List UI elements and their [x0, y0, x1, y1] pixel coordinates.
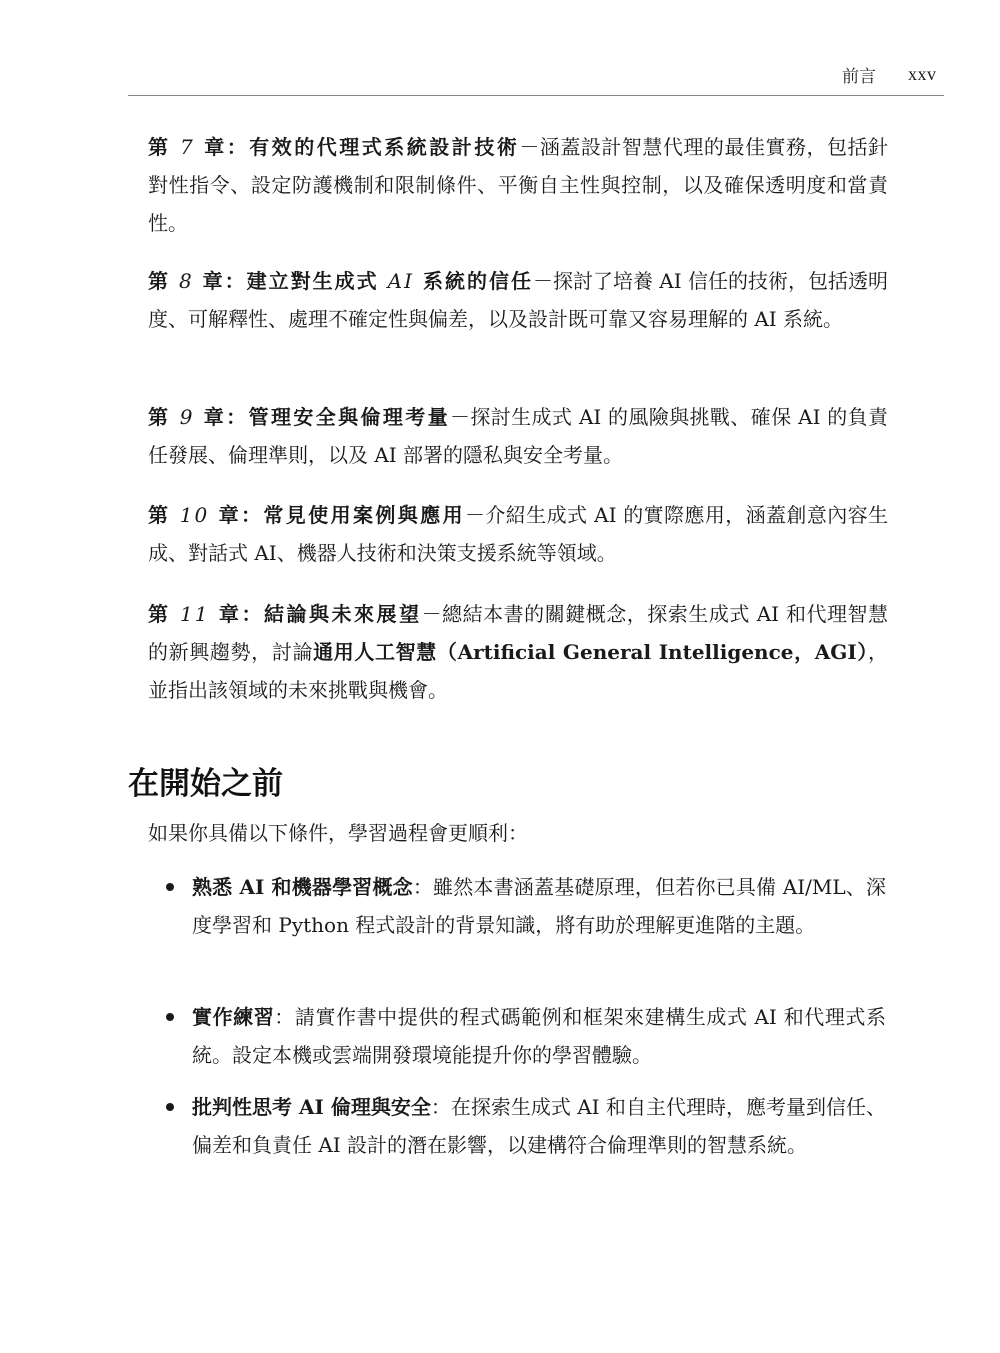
agi-term: 通用人工智慧（Artificial General Intelligence，AGI）: [313, 640, 869, 664]
chapter-title: 常見使用案例與應用: [263, 503, 465, 527]
bullet-icon: [166, 883, 174, 891]
chapter-title-end: 系統的信任: [413, 269, 533, 293]
chapter-summary-11: [148, 595, 888, 709]
chapter-description: －探討了培養 AI 信任的技術，包括透明度、可解釋性、處理不確定性與偏差，以及設計既可靠又容易理解的 AI 系統。: [148, 269, 889, 331]
chapter-description: －探討生成式 AI 的風險與挑戰、確保 AI 的負責任發展、倫理準則，以及 AI 部署的隱私與安全考量。: [148, 405, 889, 467]
bullet-icon: [166, 1013, 174, 1021]
bullet-term: 熟悉 AI 和機器學習概念: [192, 875, 413, 899]
bullet-term: 批判性思考 AI 倫理與安全: [192, 1095, 431, 1119]
chapter-summary-9: [148, 398, 888, 474]
chapter-label: [148, 405, 450, 429]
running-header-section: 前言: [842, 67, 876, 87]
chapter-number: 10: [179, 503, 210, 527]
chapter-suffix: 章：: [194, 135, 250, 159]
chapter-description: －涵蓋設計智慧代理的最佳實務，包括針對性指令、設定防護機制和限制條件、平衡自主性與控制，以及確保透明度和當責性。: [148, 135, 889, 235]
list-item: [192, 998, 886, 1074]
chapter-prefix: 第: [148, 602, 180, 626]
chapter-summary-10: [148, 496, 888, 572]
chapter-number: 11: [180, 602, 210, 626]
bullet-icon: [166, 1103, 174, 1111]
chapter-number: 8: [178, 269, 194, 293]
bullet-text: ：在探索生成式 AI 和自主代理時，應考量到信任、偏差和負責任 AI 設計的潛在影響，以建構符合倫理準則的智慧系統。: [192, 1095, 886, 1157]
chapter-label: [148, 135, 519, 159]
chapter-prefix: 第: [148, 405, 180, 429]
bullet-text: ：雖然本書涵蓋基礎原理，但若你已具備 AI/ML、深度學習和 Python 程式設計的背景知識，將有助於理解更進階的主題。: [192, 875, 886, 937]
chapter-title-ai: AI: [387, 269, 414, 293]
running-header: [0, 0, 1000, 96]
chapter-number: 7: [179, 135, 195, 159]
chapter-title: 建立對生成式: [246, 269, 388, 293]
chapter-title: 結論與未來展望: [263, 602, 422, 626]
chapter-number: 9: [179, 405, 195, 429]
list-item: [192, 868, 886, 944]
section-heading: 在開始之前: [128, 766, 283, 802]
chapter-label: [148, 503, 465, 527]
chapter-suffix: 章：: [209, 503, 264, 527]
bullet-text: ：請實作書中提供的程式碼範例和框架來建構生成式 AI 和代理式系統。設定本機或雲端開發環境能提升你的學習體驗。: [192, 1005, 886, 1067]
chapter-title: 管理安全與倫理考量: [248, 405, 450, 429]
chapter-suffix: 章：: [193, 269, 247, 293]
chapter-prefix: 第: [148, 135, 180, 159]
chapter-suffix: 章：: [194, 405, 249, 429]
list-item: [192, 1088, 886, 1164]
page-number: xxv: [908, 64, 937, 84]
chapter-prefix: 第: [148, 503, 180, 527]
chapter-summary-8: [148, 262, 888, 338]
chapter-description-end: ，並指出該領域的未來挑戰與機會。: [148, 640, 889, 702]
chapter-prefix: 第: [148, 269, 179, 293]
chapter-title: 有效的代理式系統設計技術: [249, 135, 520, 159]
chapter-label: [148, 269, 533, 293]
chapter-description: －介紹生成式 AI 的實際應用，涵蓋創意內容生成、對話式 AI、機器人技術和決策支援系統等領域。: [148, 503, 889, 565]
section-intro: 如果你具備以下條件，學習過程會更順利：: [148, 821, 528, 845]
chapter-label: [148, 602, 422, 626]
chapter-description: －總結本書的關鍵概念，探索生成式 AI 和代理智慧的新興趨勢，討論: [148, 602, 889, 664]
bullet-term: 實作練習: [192, 1005, 275, 1029]
chapter-summary-7: [148, 128, 888, 242]
header-rule: [128, 95, 944, 96]
chapter-suffix: 章：: [209, 602, 264, 626]
